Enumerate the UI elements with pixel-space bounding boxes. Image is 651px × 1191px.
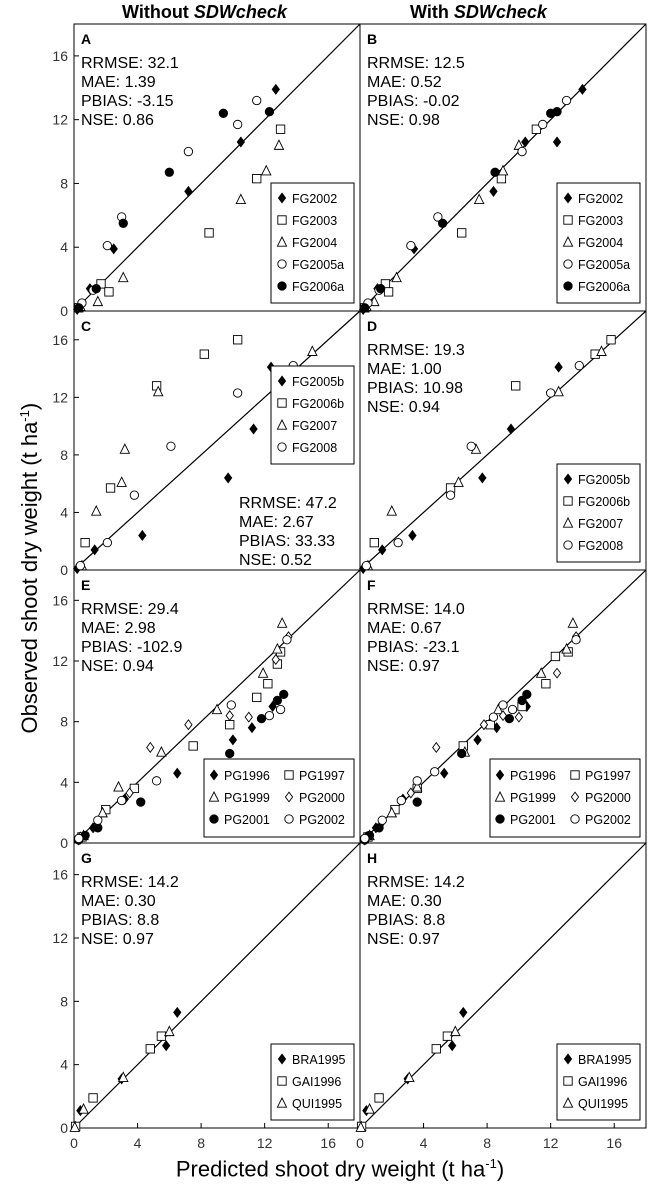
data-point (165, 1026, 174, 1035)
data-point (264, 680, 272, 688)
stats-line: PBIAS: 8.8 (81, 912, 160, 929)
data-point (394, 538, 402, 546)
series-fg2004 (76, 140, 284, 310)
data-point (147, 743, 154, 753)
legend-label: PG2000 (299, 791, 345, 805)
data-point (92, 506, 101, 515)
stats-line: PBIAS: 10.98 (367, 380, 464, 397)
legend-marker (564, 282, 572, 290)
data-point (409, 531, 416, 541)
stats-line: MAE: 1.00 (367, 361, 442, 378)
data-point (265, 711, 273, 719)
data-point (174, 768, 181, 778)
data-point (553, 107, 561, 115)
data-point (167, 442, 175, 450)
data-point (378, 816, 386, 824)
legend-label: FG2006b (292, 397, 345, 411)
data-point (370, 538, 378, 546)
data-point (225, 473, 232, 483)
legend-label: FG2007 (292, 419, 338, 433)
stats-line: RRMSE: 47.2 (239, 495, 337, 512)
legend-marker (278, 399, 286, 407)
data-point (265, 107, 273, 115)
data-point (443, 1032, 451, 1040)
legend-marker (571, 771, 579, 779)
y-tick-label: 12 (52, 653, 68, 669)
legend-label: FG2003 (578, 214, 624, 228)
data-point (432, 1045, 440, 1053)
data-point (233, 336, 241, 344)
data-point (189, 742, 197, 750)
legend-label: PG1996 (224, 769, 270, 783)
legend-label: PG2002 (299, 813, 345, 827)
data-point (475, 194, 484, 203)
stats-line: RRMSE: 32.1 (81, 55, 179, 72)
stats-line: NSE: 0.97 (367, 658, 440, 675)
legend-label: FG2008 (292, 441, 338, 455)
data-point (226, 749, 234, 757)
panel-letter: D (367, 318, 378, 334)
stats-line: PBIAS: 8.8 (367, 912, 446, 929)
y-tick-label: 8 (60, 713, 68, 730)
y-tick-label: 8 (60, 446, 68, 463)
legend-label: BRA1995 (578, 1053, 632, 1067)
x-tick-label: 12 (542, 1135, 559, 1151)
data-point (253, 174, 261, 182)
data-point (518, 147, 526, 155)
data-point (92, 284, 100, 292)
stats-line: NSE: 0.86 (81, 112, 154, 129)
data-point (257, 714, 265, 722)
data-point (205, 229, 213, 237)
data-point (130, 491, 138, 499)
legend-marker (278, 1077, 286, 1085)
legend-marker (278, 216, 286, 224)
legend-marker (210, 815, 218, 823)
y-tick-label: 4 (60, 239, 68, 256)
stats-line: MAE: 2.98 (81, 620, 156, 637)
header-without-sdwcheck: Without SDWcheck (122, 2, 287, 22)
data-point (184, 147, 192, 155)
data-point (233, 120, 241, 128)
data-point (226, 711, 233, 721)
y-tick-label: 0 (60, 303, 68, 319)
data-point (93, 296, 102, 305)
data-point (226, 721, 234, 729)
data-point (505, 714, 513, 722)
legend-marker (285, 771, 293, 779)
legend-marker (564, 497, 572, 505)
legend (490, 759, 640, 837)
data-point (233, 389, 241, 397)
panel-e (52, 570, 360, 851)
data-point (76, 561, 84, 569)
data-point (174, 1008, 181, 1018)
legend (271, 1044, 354, 1120)
panel-letter: E (81, 577, 91, 593)
y-tick-label: 8 (60, 175, 68, 192)
legend-label: FG2008 (578, 539, 624, 553)
series-fg2003 (75, 125, 285, 312)
data-point (542, 680, 550, 688)
panel-c (52, 311, 360, 578)
data-point (490, 187, 497, 197)
data-point (185, 187, 192, 197)
legend-label: FG2007 (578, 517, 624, 531)
data-point (229, 735, 236, 745)
data-point (103, 241, 111, 249)
legend-label: FG2004 (578, 236, 624, 250)
data-point (491, 168, 499, 176)
stats-line: MAE: 0.30 (367, 893, 442, 910)
data-point (274, 140, 283, 149)
legend-label: FG2006b (578, 495, 631, 509)
data-point (568, 618, 577, 627)
legend-label: PG2001 (224, 813, 270, 827)
y-tick-label: 12 (52, 930, 68, 946)
data-point (219, 109, 227, 117)
data-point (449, 1041, 456, 1051)
data-point (387, 506, 396, 515)
data-point (227, 701, 235, 709)
legend-label: FG2005b (578, 473, 631, 487)
data-point (546, 389, 554, 397)
data-point (384, 288, 392, 296)
legend-label: FG2004 (292, 236, 338, 250)
data-point (272, 85, 279, 95)
data-point (81, 538, 89, 546)
y-tick-label: 16 (52, 331, 68, 348)
y-tick-label: 0 (60, 562, 68, 578)
y-tick-label: 4 (60, 774, 68, 791)
data-point (499, 701, 507, 709)
data-point (139, 531, 146, 541)
stats-line: RRMSE: 14.0 (367, 601, 465, 618)
data-point (276, 125, 284, 133)
stats-line: NSE: 0.97 (367, 931, 440, 948)
data-point (117, 477, 126, 486)
data-point (248, 723, 255, 733)
data-point (157, 1032, 165, 1040)
data-point (522, 137, 529, 147)
legend (557, 464, 640, 562)
data-point (361, 834, 369, 842)
x-tick-label: 8 (197, 1135, 206, 1151)
legend (204, 759, 354, 837)
data-point (515, 712, 522, 722)
y-tick-label: 4 (60, 1056, 68, 1073)
data-point (562, 96, 570, 104)
data-point (253, 96, 261, 104)
series-fg2006b (81, 336, 242, 547)
x-tick-label: 12 (256, 1135, 273, 1151)
legend-label: FG2005a (292, 258, 345, 272)
data-point (165, 168, 173, 176)
panel-d (360, 311, 646, 573)
data-point (250, 424, 257, 434)
data-point (137, 798, 145, 806)
stats-line: RRMSE: 19.3 (367, 342, 465, 359)
data-point (105, 288, 113, 296)
legend-marker (496, 815, 504, 823)
data-point (460, 1008, 467, 1018)
data-point (523, 690, 531, 698)
data-point (413, 777, 421, 785)
x-tick-label: 16 (320, 1135, 337, 1151)
data-point (553, 137, 560, 147)
stats-line: RRMSE: 29.4 (81, 601, 179, 618)
data-point (379, 545, 386, 555)
data-point (438, 219, 446, 227)
data-point (119, 273, 128, 282)
data-point (245, 712, 252, 722)
panel-f (360, 570, 646, 845)
data-point (457, 229, 465, 237)
data-point (89, 1094, 97, 1102)
data-point (407, 241, 415, 249)
panel-h (356, 843, 646, 1151)
stats-line: RRMSE: 14.2 (81, 874, 179, 891)
legend-marker (278, 443, 286, 451)
x-tick-label: 0 (70, 1135, 78, 1151)
legend-label: PG2000 (585, 791, 631, 805)
data-point (497, 174, 505, 182)
legend-label: QUI1995 (578, 1097, 629, 1111)
legend-label: PG2001 (510, 813, 556, 827)
data-point (103, 538, 111, 546)
data-point (413, 798, 421, 806)
data-point (276, 705, 284, 713)
stats-line: PBIAS: -0.02 (367, 93, 460, 110)
data-point (507, 424, 514, 434)
panel-letter: H (367, 850, 378, 866)
legend-label: PG1996 (510, 769, 556, 783)
panel-b (360, 24, 646, 314)
data-point (446, 491, 454, 499)
legend-label: FG2002 (292, 192, 338, 206)
x-tick-label: 16 (606, 1135, 623, 1151)
legend-label: FG2003 (292, 214, 338, 228)
data-point (474, 735, 481, 745)
legend-marker (285, 815, 293, 823)
legend-label: PG1997 (299, 769, 345, 783)
data-point (555, 362, 562, 372)
legend-marker (564, 216, 572, 224)
data-point (278, 618, 287, 627)
legend (557, 183, 640, 303)
stats-line: PBIAS: -102.9 (81, 639, 183, 656)
legend-label: QUI1995 (292, 1097, 343, 1111)
y-tick-label: 8 (60, 993, 68, 1010)
data-point (575, 361, 583, 369)
legend (271, 366, 354, 464)
data-point (280, 690, 288, 698)
stats-line: NSE: 0.98 (367, 112, 440, 129)
legend-label: FG2005b (292, 375, 345, 389)
panel-letter: C (81, 318, 92, 334)
y-axis-label: Observed shoot dry weight (t $ha^{-1}$) (16, 402, 43, 734)
data-point (200, 350, 208, 358)
data-point (479, 473, 486, 483)
data-point (185, 720, 192, 730)
data-point (152, 777, 160, 785)
panel-letter: A (81, 31, 92, 47)
data-point (114, 782, 123, 791)
stats-line: MAE: 0.30 (81, 893, 156, 910)
legend-marker (571, 815, 579, 823)
data-point (362, 561, 370, 569)
x-tick-label: 4 (419, 1135, 428, 1151)
data-point (253, 693, 261, 701)
panel-a (52, 24, 360, 319)
data-point (553, 668, 560, 678)
data-point (120, 444, 129, 453)
data-point (283, 636, 291, 644)
legend (557, 1044, 640, 1120)
stats-line: PBIAS: -23.1 (367, 639, 460, 656)
stats-line: RRMSE: 12.5 (367, 55, 465, 72)
data-point (258, 668, 267, 677)
legend-label: FG2006a (578, 280, 631, 294)
legend-label: PG2002 (585, 813, 631, 827)
data-point (106, 484, 114, 492)
data-point (94, 816, 102, 824)
data-point (146, 1045, 154, 1053)
panel-letter: G (81, 850, 92, 866)
data-point (433, 743, 440, 753)
legend-label: FG2006a (292, 280, 345, 294)
data-point (262, 166, 271, 175)
data-point (397, 796, 405, 804)
legend-label: GAI1996 (292, 1075, 342, 1089)
legend-label: PG1999 (510, 791, 556, 805)
legend-label: BRA1995 (292, 1053, 346, 1067)
data-point (572, 636, 580, 644)
legend-label: FG2005a (578, 258, 631, 272)
legend-label: FG2002 (578, 192, 624, 206)
data-point (607, 336, 615, 344)
legend-marker (564, 541, 572, 549)
x-tick-label: 4 (133, 1135, 142, 1151)
data-point (512, 382, 520, 390)
y-tick-label: 12 (52, 111, 68, 128)
series-fg2003 (361, 125, 541, 312)
data-point (119, 219, 127, 227)
data-point (375, 1094, 383, 1102)
legend-marker (564, 260, 572, 268)
data-point (551, 652, 559, 660)
panel-letter: F (367, 577, 376, 593)
stats-line: MAE: 2.67 (239, 514, 314, 531)
header-with-sdwcheck: With SDWcheck (410, 2, 547, 22)
stats-line: MAE: 1.39 (81, 74, 156, 91)
stats-line: NSE: 0.94 (367, 399, 440, 416)
stats-line: NSE: 0.94 (81, 658, 154, 675)
data-point (508, 705, 516, 713)
x-tick-label: 0 (356, 1135, 364, 1151)
data-point (236, 194, 245, 203)
y-tick-label: 0 (60, 1120, 68, 1136)
y-tick-label: 4 (60, 504, 68, 521)
y-tick-label: 16 (52, 592, 68, 609)
panel-letter: B (367, 31, 378, 47)
stats-line: MAE: 0.67 (367, 620, 442, 637)
data-point (75, 834, 83, 842)
y-tick-label: 16 (52, 47, 68, 64)
data-point (117, 796, 125, 804)
data-point (157, 747, 166, 756)
stats-line: RRMSE: 14.2 (367, 874, 465, 891)
x-tick-label: 8 (483, 1135, 492, 1151)
y-tick-label: 0 (60, 835, 68, 851)
y-tick-label: 12 (52, 389, 68, 406)
data-point (376, 284, 384, 292)
legend-marker (278, 260, 286, 268)
legend (271, 183, 354, 303)
data-point (539, 120, 547, 128)
data-point (430, 768, 438, 776)
stats-line: MAE: 0.52 (367, 74, 442, 91)
legend-marker (564, 1077, 572, 1085)
data-point (467, 442, 475, 450)
legend-marker (278, 282, 286, 290)
panel-g (52, 843, 360, 1151)
data-point (163, 1041, 170, 1051)
x-axis-label: Predicted shoot dry weight (t $ha^{-1}$) (175, 1156, 505, 1182)
legend-label: PG1999 (224, 791, 270, 805)
stats-line: NSE: 0.97 (81, 931, 154, 948)
data-point (441, 768, 448, 778)
y-tick-label: 16 (52, 866, 68, 883)
stats-line: PBIAS: 33.33 (239, 533, 336, 550)
stats-line: NSE: 0.52 (239, 552, 312, 569)
data-point (457, 749, 465, 757)
legend-label: GAI1996 (578, 1075, 628, 1089)
legend-label: PG1997 (585, 769, 631, 783)
data-point (451, 1026, 460, 1035)
stats-line: PBIAS: -3.15 (81, 93, 174, 110)
data-point (489, 713, 497, 721)
